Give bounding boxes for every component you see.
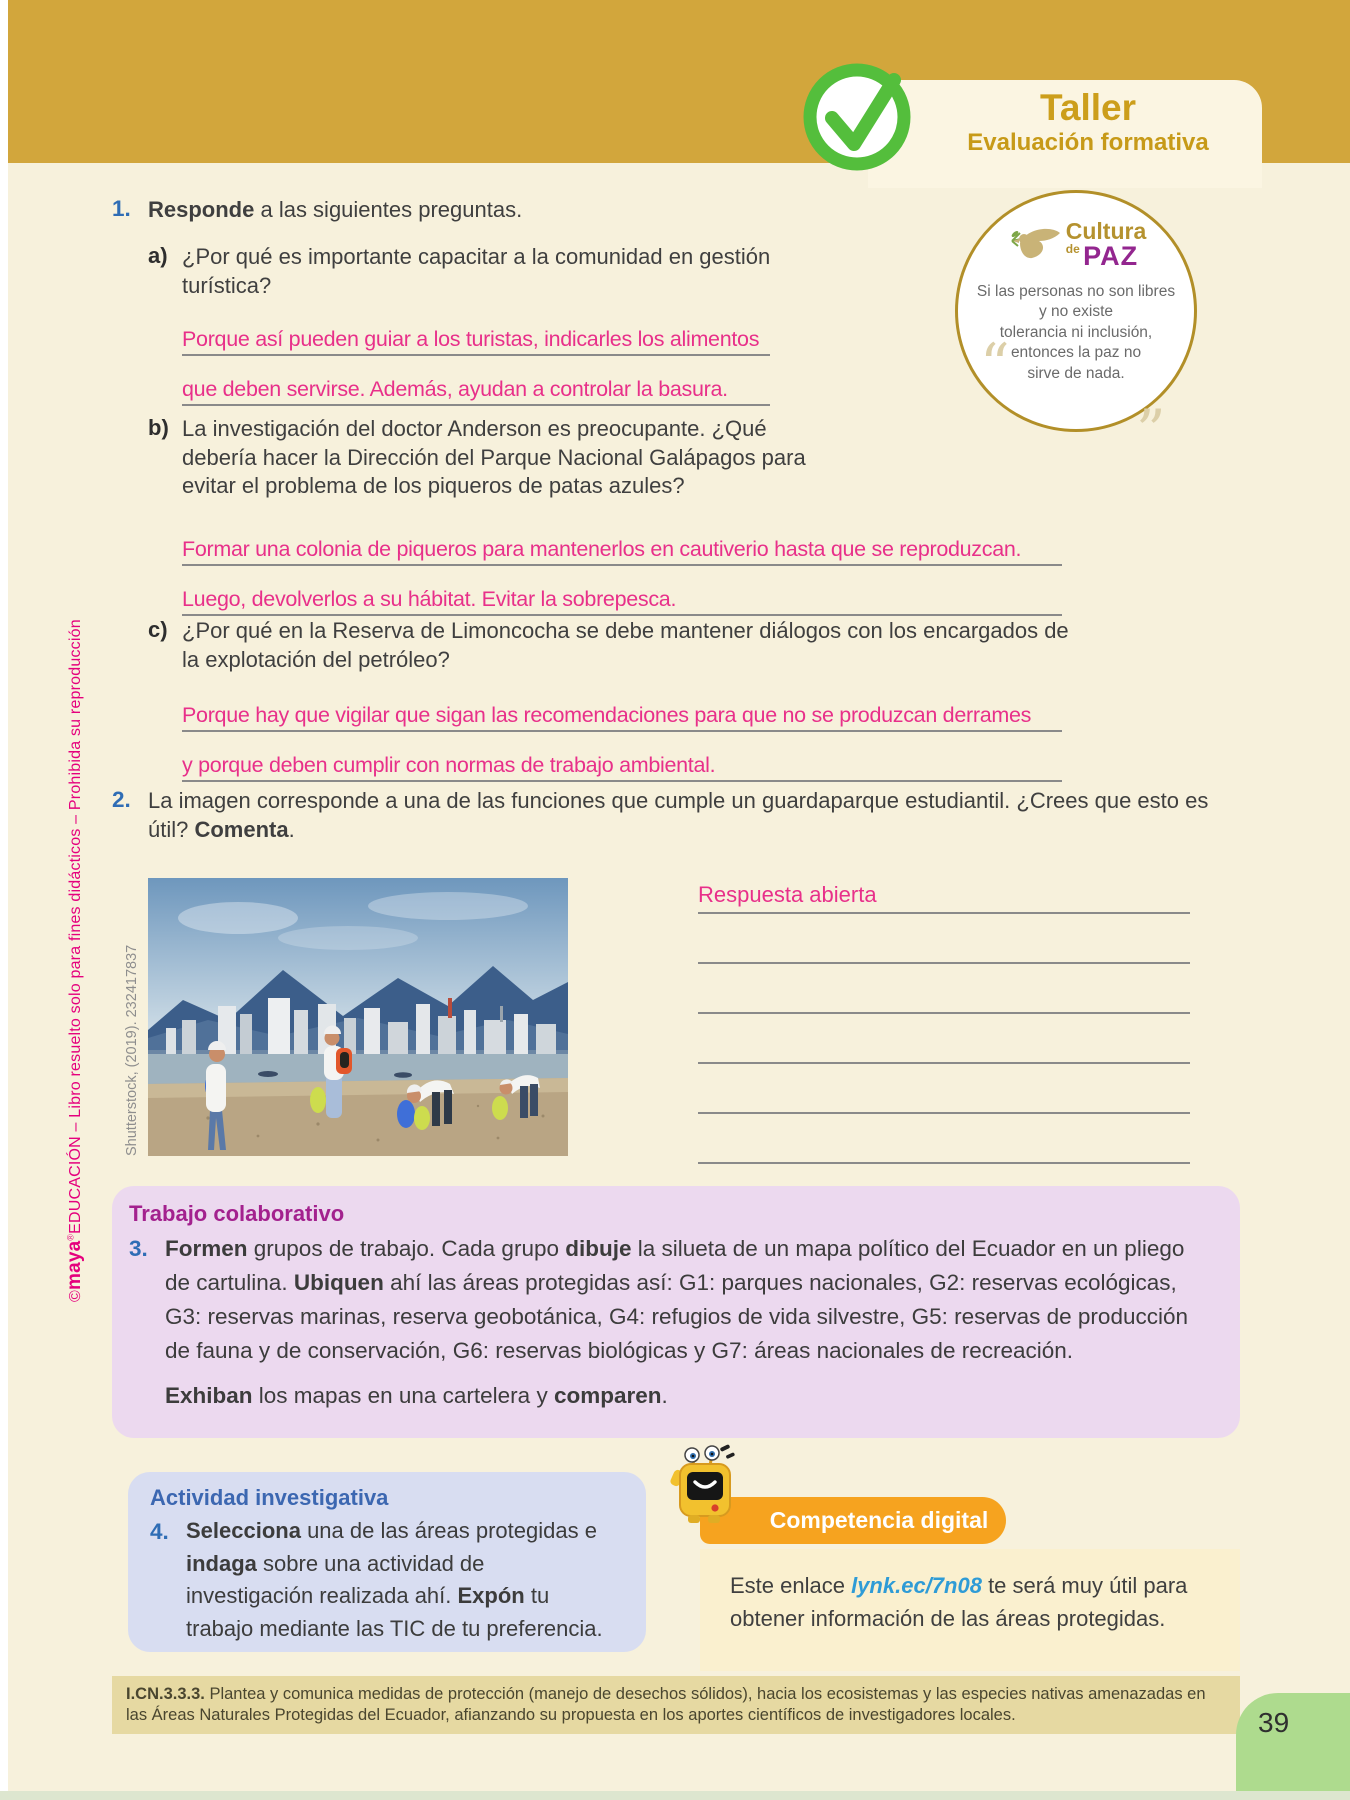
handwritten-answer-line: Formar una colonia de piqueros para mantenerlos en cautiverio hasta que se reproduzcan.	[182, 516, 1062, 566]
beach-cleanup-photo	[148, 878, 568, 1156]
robot-mascot-icon	[670, 1444, 744, 1528]
photo-credit: Shutterstock, (2019). 232417837	[124, 944, 140, 1156]
copyright-sidebar: ©maya®EDUCACIÓN – Libro resuelto solo para fines didácticos – Prohibida su reproducción	[64, 619, 85, 1302]
handwritten-answer-line: Porque hay que vigilar que sigan las recomendaciones para que no se produzcan derrames	[182, 682, 1062, 732]
answer-blank-line[interactable]	[698, 1114, 1190, 1164]
page-left-edge	[0, 0, 8, 1800]
answer-1b	[182, 516, 1062, 616]
page-bottom-edge	[0, 1791, 1350, 1800]
question-3-text: Formen grupos de trabajo. Cada grupo dibuje la silueta de un mapa político del Ecuador en un pliego de cartulina. Ubiquen ahí las áreas protegidas así: G1: parques nacionales, G2: reservas ecológicas, G3: reservas marinas, reserva geobotánica, G4: refugios de vida silvestre, G5: reservas de producción de fauna y de conservación, G6: reservas biológicas y G7: áreas nacionales de recreación.	[165, 1236, 1188, 1363]
question-1-number: 1.	[112, 196, 131, 221]
dove-icon	[1006, 219, 1064, 270]
curriculum-standard-footer: I.CN.3.3.3. Plantea y comunica medidas de protección (manejo de desechos sólidos), hacia los ecosistemas y las especies nativas amenazadas en las Áreas Naturales Protegidas del Ecuador, afianzando su propuesta en los aportes científicos de investigadores locales.	[112, 1676, 1240, 1734]
cultura-word: Cultura	[1065, 217, 1147, 244]
answer-1c	[182, 682, 1062, 782]
paz-word: PAZ	[1083, 240, 1139, 271]
handwritten-answer-line: Luego, devolverlos a su hábitat. Evitar la sobrepesca.	[182, 566, 1062, 616]
page-number-tab	[1236, 1693, 1350, 1800]
handwritten-answer-line: Porque así pueden guiar a los turistas, indicarles los alimentos	[182, 306, 770, 356]
page-number: 39	[1258, 1707, 1290, 1738]
taller-banner	[868, 80, 1262, 188]
research-activity-box	[128, 1472, 646, 1652]
question-3-text-2: Exhiban los mapas en una cartelera y comparen.	[165, 1383, 668, 1408]
handwritten-answer-line: y porque deben cumplir con normas de trabajo ambiental.	[182, 732, 1062, 782]
answer-blank-line[interactable]	[698, 914, 1190, 964]
collab-box-title: Trabajo colaborativo	[129, 1201, 345, 1226]
question-3-number: 3.	[129, 1236, 148, 1261]
question-1c-label: c)	[148, 617, 168, 642]
digital-competence-banner: Competencia digital	[700, 1497, 1006, 1544]
de-word: de	[1065, 241, 1084, 256]
question-4-text: Selecciona una de las áreas protegidas e indaga sobre una actividad de investigación realizada ahí. Expón tu trabajo mediante las TIC de tu preferencia.	[186, 1518, 603, 1641]
cultura-de-paz-badge: Cultura $^{de}$ PAZ Si las personas no son libres y no existe tolerancia ni inclusión, entonces la paz no sirve de nada. “ ”	[955, 190, 1197, 432]
question-1-text: Responde a las siguientes preguntas.	[148, 197, 523, 222]
question-2-text: La imagen corresponde a una de las funciones que cumple un guardaparque estudiantil. ¿Crees que esto es útil? Comenta.	[148, 788, 1209, 842]
paz-quote: Si las personas no son libres y no existe tolerancia ni inclusión, entonces la paz no sirve de nada.	[976, 283, 1176, 382]
page-title: Taller	[1040, 87, 1136, 128]
page-subtitle: Evaluación formativa	[967, 129, 1209, 156]
question-1b-label: b)	[148, 415, 169, 440]
answer-1a	[182, 306, 770, 406]
question-1b-text: La investigación del doctor Anderson es preocupante. ¿Qué debería hacer la Dirección del Parque Nacional Galápagos para evitar el problema de los piqueros de patas azules?	[182, 416, 806, 498]
question-1c-text: ¿Por qué en la Reserva de Limoncocha se debe mantener diálogos con los encargados de la explotación del petróleo?	[182, 618, 1069, 672]
answer-blank-line[interactable]	[698, 964, 1190, 1014]
handwritten-answer-line: que deben servirse. Además, ayudan a controlar la basura.	[182, 356, 770, 406]
research-box-title: Actividad investigativa	[150, 1485, 389, 1510]
question-1a-text: ¿Por qué es importante capacitar a la comunidad en gestión turística?	[182, 244, 771, 298]
collaborative-work-box	[112, 1186, 1240, 1438]
check-icon	[796, 52, 922, 182]
question-4-number: 4.	[150, 1519, 169, 1544]
question-1a-label: a)	[148, 243, 168, 268]
answer-blank-line[interactable]	[698, 1014, 1190, 1064]
open-answer-label-line[interactable]: Respuesta abierta	[698, 864, 1190, 914]
open-answer-area	[698, 864, 1190, 1164]
answer-blank-line[interactable]	[698, 1064, 1190, 1114]
link-lynk-ec[interactable]: lynk.ec/7n08	[851, 1573, 982, 1598]
question-2-number: 2.	[112, 787, 131, 812]
digital-competence-note: Este enlace lynk.ec/7n08 te será muy útil para obtener información de las áreas protegidas.	[700, 1549, 1240, 1671]
